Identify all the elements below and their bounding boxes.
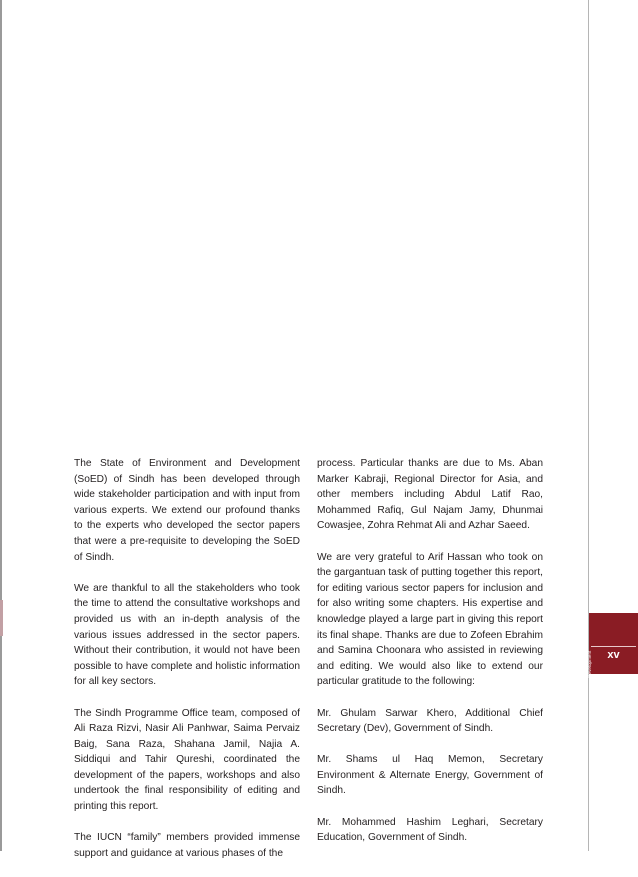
right-text-column xyxy=(317,456,543,861)
paragraph: Mr. Mohammed Hashim Leghari, Secretary Education, Government of Sindh. xyxy=(317,816,543,844)
paragraph: The State of Environment and Development (SoED) of Sindh has been developed through wide stakeholder participation and with input from various experts. We extend our profound thanks to the experts who developed the sector papers that were a pre-requisite to developing the SoED of Sindh. xyxy=(74,458,300,563)
paragraph: Mr. Ghulam Sarwar Khero, Additional Chief Secretary (Dev), Government of Sindh. xyxy=(317,707,543,735)
paragraph: The Sindh Programme Office team, composed of Ali Raza Rizvi, Nasir Ali Panhwar, Saima Pervaiz Baig, Sana Raza, Shahana Jamil, Najia A. Siddiqui and Tahir Qureshi, coordinated the development of the papers, workshops and also undertook the final responsibility of editing and printing this report. xyxy=(74,707,300,813)
left-text-column xyxy=(74,456,300,877)
page-left-edge-mark xyxy=(0,600,3,636)
margin-rule xyxy=(588,0,589,851)
paragraph: We are very grateful to Arif Hassan who took on the gargantuan task of putting together this report, for editing various sector papers for inclusion and for also writing some chapters. His expertise and knowledge played a large part in giving this report its final shape. Thanks are due to Zofeen Ebrahim and Samina Choonara who assisted in reviewing and editing. We would also like to extend our particular gratitude to the following: xyxy=(317,551,543,688)
paragraph: Mr. Shams ul Haq Memon, Secretary Environment & Alternate Energy, Government of Sindh. xyxy=(317,754,543,797)
publication-label: Sindh State of Environment & Development xyxy=(576,647,593,678)
paragraph: process. Particular thanks are due to Ms. Aban Marker Kabraji, Regional Director for Asia, and other members including Abdul Latif Rao, Mohammed Rafiq, Gul Najam Jamy, Dhunmai Cowasjee, Zohra Rehmat Ali and Azhar Saeed. xyxy=(317,458,543,532)
paragraph: We are thankful to all the stakeholders who took the time to attend the consultative workshops and provided us with an in-depth analysis of the various issues addressed in the sector papers. Without their contribution, it would not have been possible to have complete and holistic information for all key sectors. xyxy=(74,582,300,688)
paragraph: The IUCN “family” members provided immense support and guidance at various phases of the xyxy=(74,832,300,859)
page-number: xv xyxy=(607,649,620,661)
page-left-edge xyxy=(0,0,2,851)
